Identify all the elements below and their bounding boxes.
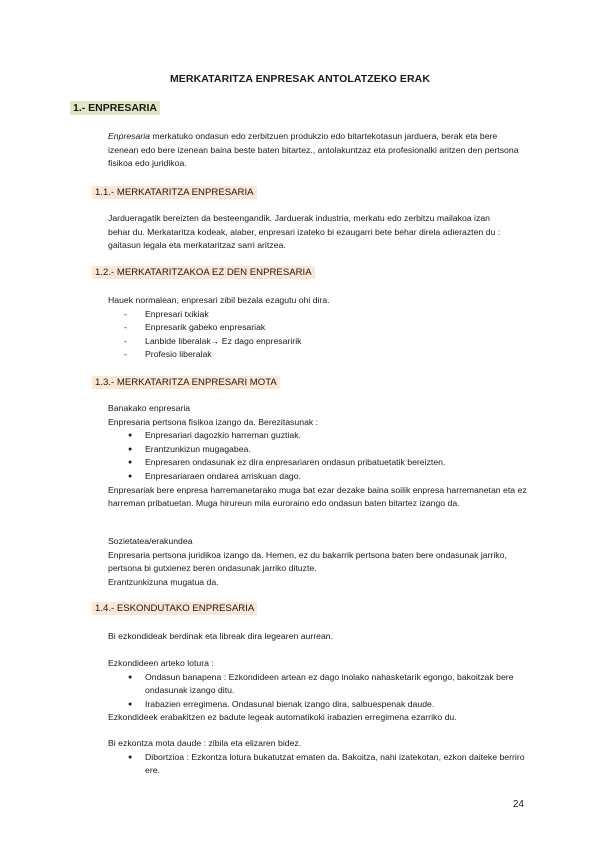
subtitle: Sozietatea/erakundea — [108, 536, 193, 546]
paragraph: Ezkondideek erabakitzen ez badute legeak automatikoki irabazien erregimena ezarriko du. — [108, 712, 457, 723]
dash-list — [124, 308, 528, 362]
subsection-1-1-text — [108, 212, 513, 253]
list-item: - Enpresarik gabeko enpresariak — [124, 321, 528, 335]
list-item: ● Dibortzioa : Ezkontza lotura bukatutzat ematen da. Bakoitza, nahi izatekotan, ezkon daiteke berriro ere. — [125, 751, 528, 778]
subsection-heading-1-1: 1.1.- MERKATARITZA ENPRESARIA — [92, 186, 257, 199]
definition-paragraph — [108, 130, 528, 171]
page-title: MERKATARITZA ENPRESAK ANTOLATZEKO ERAK — [169, 73, 431, 85]
subsection-1-3-banakako — [108, 402, 528, 511]
page-number: 24 — [512, 799, 524, 810]
subsection-1-4-motak — [108, 737, 528, 778]
list-item: ● Irabazien erregimena. Ondasunal bienak izango dira, salbuespenak daude. — [125, 698, 528, 712]
list-item: ● Erantzunkizun mugagabea. — [125, 443, 528, 457]
bullet-list — [125, 751, 528, 778]
subsection-1-2-content — [108, 294, 528, 362]
paragraph: Erantzunkizuna mugatua da. — [108, 576, 219, 587]
list-item: ● Enpresariaraen ondarea arriskuan dago. — [125, 470, 528, 484]
bullet-list — [125, 429, 528, 483]
subsection-heading-1-3: 1.3.- MERKATARITZA ENPRESARI MOTA — [92, 376, 280, 389]
subsection-heading-1-2: 1.2.- MERKATARITZAKOA EZ DEN ENPRESARIA — [92, 266, 315, 279]
paragraph: Bi ezkondideak berdinak eta libreak dira legearen aurrean. — [108, 631, 334, 641]
section-heading-enpresaria: 1.- ENPRESARIA — [70, 101, 160, 115]
list-item: ● Ondasun banapena : Ezkondideen artean ez dago inolako nahasketarik egongo, bakoitzak bere ondasunak izango ditu. — [125, 671, 528, 698]
paragraph: Enpresaria pertsona fisikoa izango da. Berezitasunak : — [108, 416, 319, 427]
list-item: - Enpresari txikiak — [124, 308, 528, 322]
subtitle: Banakako enpresaria — [108, 403, 191, 413]
paragraph: Jardueragatik bereizten da besteengandik. Jarduerak industria, merkatu edo zerbitzu mailakoa izan behar du. Merkataritza kodeak, alaber, enpresari izateko bi ezaugarri bete behar direla adierazten du : gaitasun legala eta merkataritzaz sarri aritzea. — [108, 213, 501, 251]
bullet-list — [125, 671, 528, 712]
paragraph: Enpresaria pertsona juridikoa izango da. Hemen, ez du bakarrik pertsona baten bere ondasunak jarriko, pertsona bi gutxienez beren ondasunak jarriko dituzte. — [108, 549, 507, 574]
list-item: - Lanbide liberalak→ Ez dago enpresaririk — [124, 335, 528, 349]
subsection-1-3-sozietatea — [108, 535, 518, 589]
definition-term: Enpresaria — [108, 131, 151, 141]
paragraph: Ezkondideen arteko lotura : — [108, 658, 214, 668]
enpresaria-definition — [108, 130, 528, 171]
subsection-heading-1-4: 1.4.- ESKONDUTAKO ENPRESARIA — [92, 602, 257, 615]
list-item: ● Enpresariari dagozkio harreman guztiak. — [125, 429, 528, 443]
paragraph: Bi ezkontza mota daude : zibila eta elizaren bidez. — [108, 738, 302, 748]
paragraph: Enpresariak bere enpresa harremanetarako muga bat ezar dezake baina soilik enpresa harremanetan eta ez harreman pribatuetan. Muga hirureun mila euroraino edo ondasun baten bitartez izango da. — [108, 484, 527, 509]
subsection-1-4-lotura — [108, 657, 528, 725]
paragraph: Hauek normalean, enpresari zibil bezala ezagutu ohi dira. — [108, 295, 330, 305]
subsection-1-4-intro — [108, 630, 528, 644]
definition-text: merkatuko ondasun edo zerbitzuen produkzio edo bitartekotasun jarduera, berak eta bere izenean edo bere izenean baina beste baten bitartez., antolakuntzaz eta profesionalki aritzen den pertsona fisikoa edo juridikoa. — [108, 131, 519, 169]
list-item: ● Enpresaren ondasunak ez dira enpresariaren ondasun pribatuetatik bereizten. — [125, 456, 528, 470]
list-item: - Profesio liberalak — [124, 348, 528, 362]
